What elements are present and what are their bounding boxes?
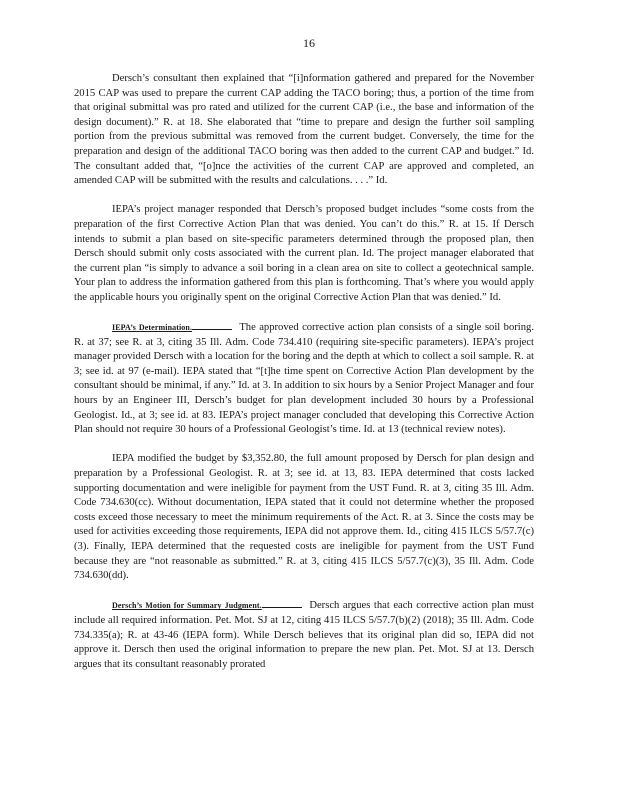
paragraph-text: IEPA’s project manager responded that Dersch’s proposed budget includes “some costs from the preparation of the first Corrective Action Plan that was denied. You can’t do this.” R. at 15. If Dersch intends to submit a plan based on site-specific parameters determined through the proposed plan, then Dersch should submit only costs associated with the current plan. Id. The project manager elaborated that the current plan “is simply to advance a soil boring in a clean area on site to collect a geotechnical sample. Your plan to address the information gathered from this plan is forthcoming. That’s where you would apply the applicable hours you originally spent on the original Corrective Action Plan that was denied.” Id. [74,204,534,303]
paragraph-project-manager-response [74,203,534,305]
heading-underline [262,598,302,608]
heading-underline [192,320,232,330]
body-text [74,72,534,672]
paragraph-consultant-explanation [74,72,534,189]
paragraph-summary-judgment-motion [74,598,534,672]
section-heading: Dersch’s Motion for Summary Judgment. [112,601,262,611]
paragraph-text: The approved corrective action plan consists of a single soil boring. R. at 37; see R. at 3, citing 35 Ill. Adm. Code 734.410 (requiring site-specific parameters). IEPA’s project manager provided Dersch with a location for the boring and the depth at which to collect a soil sample. R. at 3; see id. at 97 (e-mail). IEPA stated that “[t]he time spent on Corrective Action Plan development by the consultant should be minimal, if any.” Id. at 3. In addition to six hours by a Senior Project Manager and four hours by an Engineer III, Dersch’s budget for plan development included 30 hours by a Professional Geologist. Id., at 3; see id. at 83. IEPA’s project manager concluded that developing this Corrective Action Plan should not require 30 hours of a Professional Geologist’s time. Id. at 13 (technical review notes). [74,322,534,436]
paragraph-text: Dersch argues that each corrective action plan must include all required information. Pet. Mot. SJ at 12, citing 415 ILCS 5/57.7(b)(2) (2018); 35 Ill. Adm. Code 734.335(a); R. at 43-46 (IEPA form). While Dersch believes that its original plan did so, IEPA did not approve it. Dersch then used the original information to prepare the new plan. Pet. Mot. SJ at 13. Dersch argues that its consultant reasonably prorated [74,600,534,670]
section-heading: IEPA’s Determination. [112,323,193,333]
page-number: 16 [303,36,315,50]
paragraph-budget-modification [74,452,534,583]
paragraph-iepa-determination [74,320,534,438]
paragraph-text: Dersch’s consultant then explained that “[i]nformation gathered and prepared for the November 2015 CAP was used to prepare the current CAP adding the TACO boring; thus, a portion of the time from that original submittal was pro rated and utilized for the current CAP (i.e., the base and information of the design document).” R. at 18. She elaborated that “time to prepare and design the further soil sampling portion from the previous submittal was removed from the current budget. Conversely, the time for the preparation and design of the additional TACO boring was then added to the current CAP and budget.” Id. The consultant added that, “[o]nce the activities of the current CAP are approved and completed, an amended CAP will be submitted with the results and calculations. . . .” Id. [74,73,534,187]
paragraph-text: IEPA modified the budget by $3,352.80, the full amount proposed by Dersch for plan design and preparation by a Professional Geologist. R. at 3; see id. at 13, 83. IEPA determined that costs lacked supporting documentation and were ineligible for payment from the UST Fund. R. at 3, citing 35 Ill. Adm. Code 734.630(cc). Without documentation, IEPA stated that it could not determine whether the proposed costs exceed those necessary to meet the minimum requirements of the Act. R. at 3. Since the costs may be used for activities exceeding those requirements, IEPA did not approve them. Id., citing 415 ILCS 5/57.7(c)(3). Finally, IEPA determined that the requested costs are ineligible for payment from the UST Fund because they are “not reasonable as submitted.” R. at 3, citing 415 ILCS 5/57.7(c)(3), 35 Ill. Adm. Code 734.630(dd). [74,453,534,582]
